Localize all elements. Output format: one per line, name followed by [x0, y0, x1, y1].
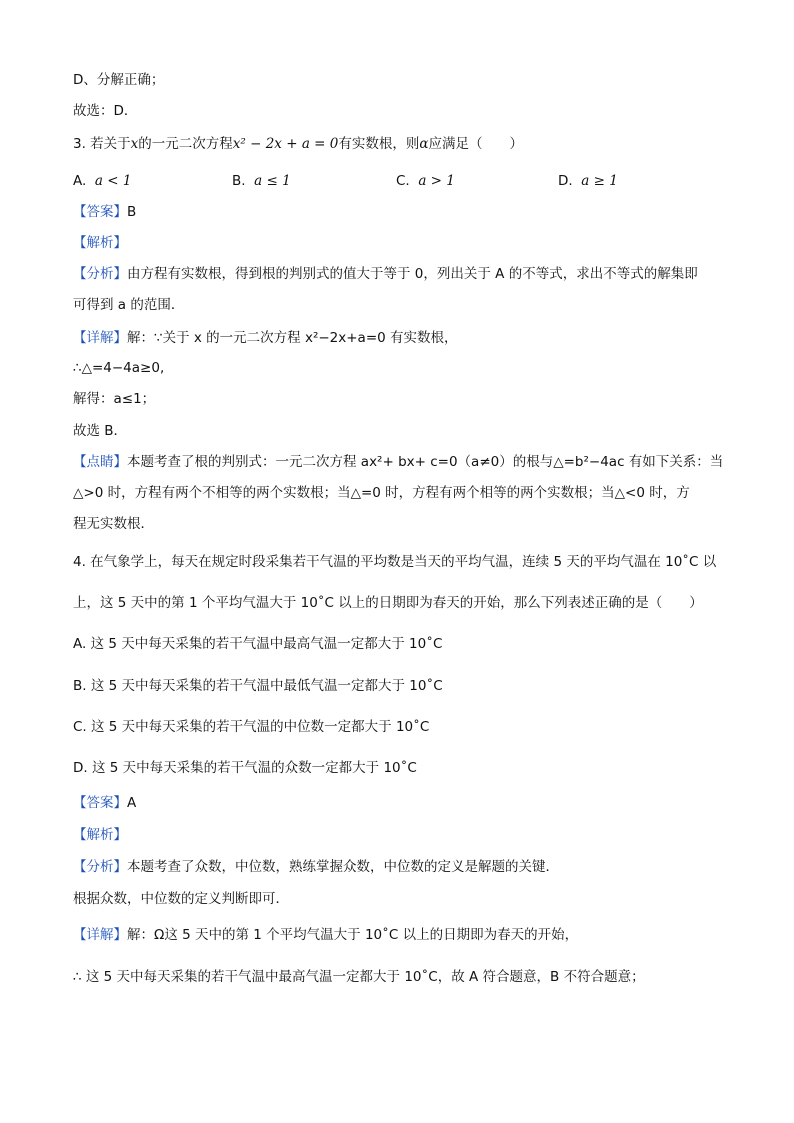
option-letter: A. — [73, 173, 87, 189]
dianjing-text: 本题考查了根的判别式：一元二次方程 ax²+ bx+ c=0（a≠0）的根与△=b²−4ac 有如下关系：当 — [127, 454, 724, 470]
text-line: ∴△=4−4a≥0, — [73, 360, 165, 376]
option-d — [558, 171, 618, 191]
question-4-stem: 4. 在气象学上，每天在规定时段采集若干气温的平均数是当天的平均气温，连续 5 天的平均气温在 10˚C 以 — [73, 554, 717, 570]
stem-text: 有实数根，则 — [338, 136, 420, 152]
question-4-stem-cont: 上，这 5 天中的第 1 个平均气温大于 10˚C 以上的日期即为春天的开始，那么下列表述正确的是（ ） — [73, 595, 703, 611]
dianjing-tag: 【点睛】 — [73, 454, 127, 470]
text-line: 解得：a≤1； — [73, 391, 156, 407]
text-line: 根据众数，中位数的定义判断即可． — [73, 891, 289, 907]
xiangjie-text: 解：Ω这 5 天中的第 1 个平均气温大于 10˚C 以上的日期即为春天的开始， — [127, 927, 579, 943]
xiangjie-tag: 【详解】 — [73, 927, 127, 943]
xiangjie-text: 解：∵关于 x 的一元二次方程 x²−2x+a=0 有实数根， — [127, 330, 458, 346]
fenxi-line — [73, 857, 559, 877]
option-expr: a ≤ 1 — [254, 173, 291, 189]
option-expr: a ≥ 1 — [581, 173, 618, 189]
analysis-tag-text: 【解析】 — [73, 235, 127, 251]
question-3-stem — [73, 134, 523, 154]
text-line: ∴ 这 5 天中每天采集的若干气温中最高气温一定都大于 10˚C，故 A 符合题意，B 不符合题意； — [73, 969, 645, 985]
text-line: 可得到 a 的范围． — [73, 297, 185, 313]
option-b — [232, 171, 291, 191]
text-line: △>0 时，方程有两个不相等的两个实数根；当△=0 时，方程有两个相等的两个实数根；当△<0 时，方 — [73, 485, 690, 501]
option-b: B. 这 5 天中每天采集的若干气温中最低气温一定都大于 10˚C — [73, 678, 443, 694]
fenxi-tag: 【分析】 — [73, 266, 127, 282]
equation: x² − 2x + a = 0 — [232, 136, 339, 152]
dianjing-line — [73, 452, 723, 472]
answer-line — [73, 202, 136, 222]
option-a: A. 这 5 天中每天采集的若干气温中最高气温一定都大于 10˚C — [73, 636, 443, 652]
answer-value: A — [127, 795, 137, 811]
math-var-x: x — [130, 136, 139, 152]
answer-value: B — [127, 204, 137, 220]
option-letter: D. — [558, 173, 573, 189]
fenxi-line — [73, 264, 698, 284]
option-a — [73, 171, 131, 191]
text-line: 故选：D． — [73, 103, 138, 119]
option-c: C. 这 5 天中每天采集的若干气温的中位数一定都大于 10˚C — [73, 719, 430, 735]
xiangjie-line — [73, 925, 578, 945]
answer-tag: 【答案】 — [73, 204, 127, 220]
option-letter: B. — [232, 173, 246, 189]
stem-text: 的一元二次方程 — [138, 136, 233, 152]
analysis-tag — [73, 825, 127, 845]
text-line: 程无实数根． — [73, 516, 154, 532]
xiangjie-line — [73, 328, 458, 348]
option-c — [396, 171, 455, 191]
option-d: D. 这 5 天中每天采集的若干气温的众数一定都大于 10˚C — [73, 760, 417, 776]
option-expr: a > 1 — [418, 173, 455, 189]
answer-tag: 【答案】 — [73, 795, 127, 811]
option-letter: C. — [396, 173, 410, 189]
xiangjie-tag: 【详解】 — [73, 330, 127, 346]
option-expr: a < 1 — [94, 173, 132, 189]
analysis-tag — [73, 233, 127, 253]
question-number: 3. 若关于 — [73, 136, 131, 152]
analysis-tag-text: 【解析】 — [73, 827, 127, 843]
stem-text: 应满足（ ） — [428, 136, 523, 152]
fenxi-text: 本题考查了众数，中位数，熟练掌握众数，中位数的定义是解题的关键． — [127, 859, 559, 875]
fenxi-tag: 【分析】 — [73, 859, 127, 875]
answer-line — [73, 793, 136, 813]
math-var-a: α — [419, 136, 429, 152]
fenxi-text: 由方程有实数根，得到根的判别式的值大于等于 0，列出关于 A 的不等式，求出不等式的解集即 — [127, 266, 698, 282]
text-line: D、分解正确； — [73, 72, 165, 88]
text-line: 故选 B． — [73, 423, 128, 439]
